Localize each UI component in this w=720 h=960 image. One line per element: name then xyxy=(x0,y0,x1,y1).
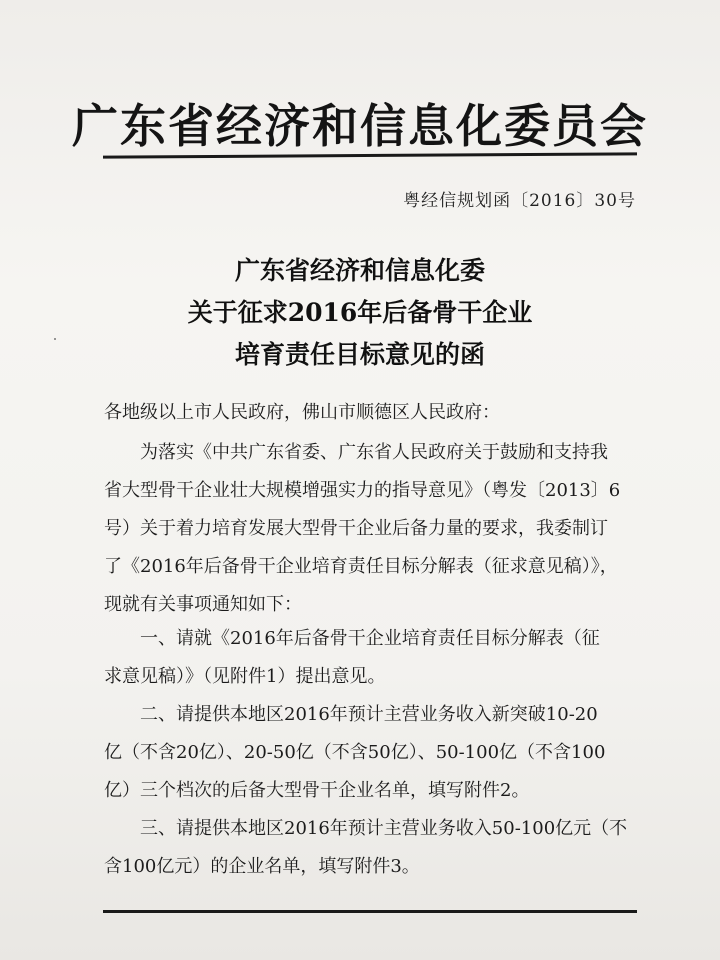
footer-divider xyxy=(103,910,637,913)
salutation: 各地级以上市人民政府，佛山市顺德区人民政府： xyxy=(104,402,500,423)
paragraph-line: 求意见稿）》（见附件1）提出意见。 xyxy=(104,666,386,687)
paragraph-intro xyxy=(104,434,648,624)
paragraph-line: 亿（不含20亿）、20-50亿（不含50亿）、50-100亿（不含100 xyxy=(104,742,606,763)
paragraph-line: 了《2016年后备骨干企业培育责任目标分解表（征求意见稿）》， xyxy=(104,556,618,577)
title-line-2: 关于征求2016年后备骨干企业 xyxy=(187,298,533,327)
paragraph-line: 三、请提供本地区2016年预计主营业务收入50-100亿元（不 xyxy=(140,818,628,839)
document-title xyxy=(0,250,720,376)
paragraph-item-1 xyxy=(104,620,648,696)
margin-mark xyxy=(54,338,56,340)
paragraph-line: 号）关于着力培育发展大型骨干企业后备力量的要求，我委制订 xyxy=(104,518,608,539)
paragraph-item-3 xyxy=(104,810,648,886)
paragraph-line: 为落实《中共广东省委、广东省人民政府关于鼓励和支持我 xyxy=(140,442,608,463)
paragraph-line: 一、请就《2016年后备骨干企业培育责任目标分解表（征 xyxy=(140,628,600,649)
title-line-1: 广东省经济和信息化委 xyxy=(234,256,485,285)
paragraph-line: 亿）三个档次的后备大型骨干企业名单，填写附件2。 xyxy=(104,780,530,801)
letterhead-org-name: 广东省经济和信息化委员会 xyxy=(72,99,648,153)
paragraph-line: 二、请提供本地区2016年预计主营业务收入新突破10-20 xyxy=(140,704,598,725)
paragraph-line: 含100亿元）的企业名单，填写附件3。 xyxy=(104,856,420,877)
paragraph-line: 现就有关事项通知如下： xyxy=(104,594,302,615)
paragraph-item-2 xyxy=(104,696,648,810)
paragraph-line: 省大型骨干企业壮大规模增强实力的指导意见》（粤发〔2013〕6 xyxy=(104,480,621,501)
document-number: 粤经信规划函〔2016〕30号 xyxy=(403,191,636,211)
title-line-3: 培育责任目标意见的函 xyxy=(234,340,485,369)
